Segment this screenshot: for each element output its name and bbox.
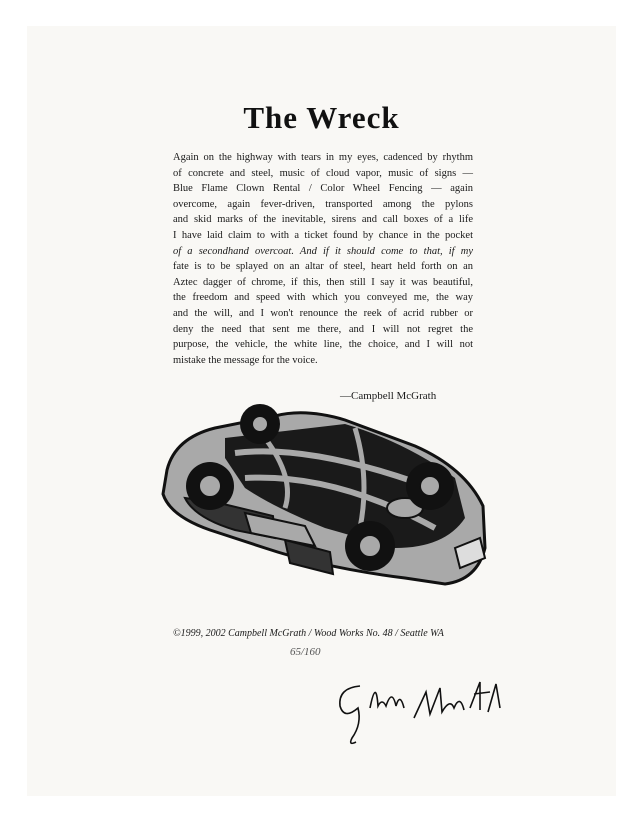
edition-number: 65/160 <box>290 646 321 658</box>
poem-line: I have laid claim to with a ticket found by chance in the pocket <box>173 229 473 241</box>
copyright-credit: ©1999, 2002 Campbell McGrath / Wood Works No. 48 / Seattle WA <box>173 628 444 639</box>
wheel-rear-right <box>406 462 454 510</box>
wheel-front-right <box>345 521 395 571</box>
poem-line: Blue Flame Clown Rental / Color Wheel Fencing — again <box>173 183 473 195</box>
poem-line: of concrete and steel, music of cloud vapor, music of signs — <box>173 167 473 179</box>
poem-line: fate is to be splayed on an altar of steel, heart held forth on an <box>173 261 473 273</box>
poem-line: Aztec dagger of chrome, if this, then still I say it was beautiful, <box>173 276 473 288</box>
poem-line: Again on the highway with tears in my eyes, cadenced by rhythm <box>173 152 473 163</box>
poem-line: deny the need that sent me there, and I will not regret the <box>173 323 473 335</box>
poem-line: overcome, again fever-driven, transported among the pylons <box>173 198 473 210</box>
wheel-rear-top <box>240 404 280 444</box>
overturned-car-illustration <box>155 398 490 598</box>
wheel-front-left <box>186 462 234 510</box>
poem-line: the freedom and speed with which you conveyed me, the way <box>173 292 473 304</box>
poem-title: The Wreck <box>243 100 400 135</box>
handwritten-signature <box>330 668 515 748</box>
poem-line: mistake the message for the voice. <box>173 354 318 366</box>
poem-line: purpose, the vehicle, the white line, the choice, and I will not <box>173 339 473 351</box>
poem-line: and skid marks of the inevitable, sirens and call boxes of a life <box>173 214 473 226</box>
poem-line: and the will, and I won't renounce the reek of acrid rubber or <box>173 307 473 319</box>
author-attribution: —Campbell McGrath <box>340 390 437 402</box>
poem-body <box>173 150 473 368</box>
poem-line: of a secondhand overcoat. And if it should come to that, if my <box>173 245 473 257</box>
